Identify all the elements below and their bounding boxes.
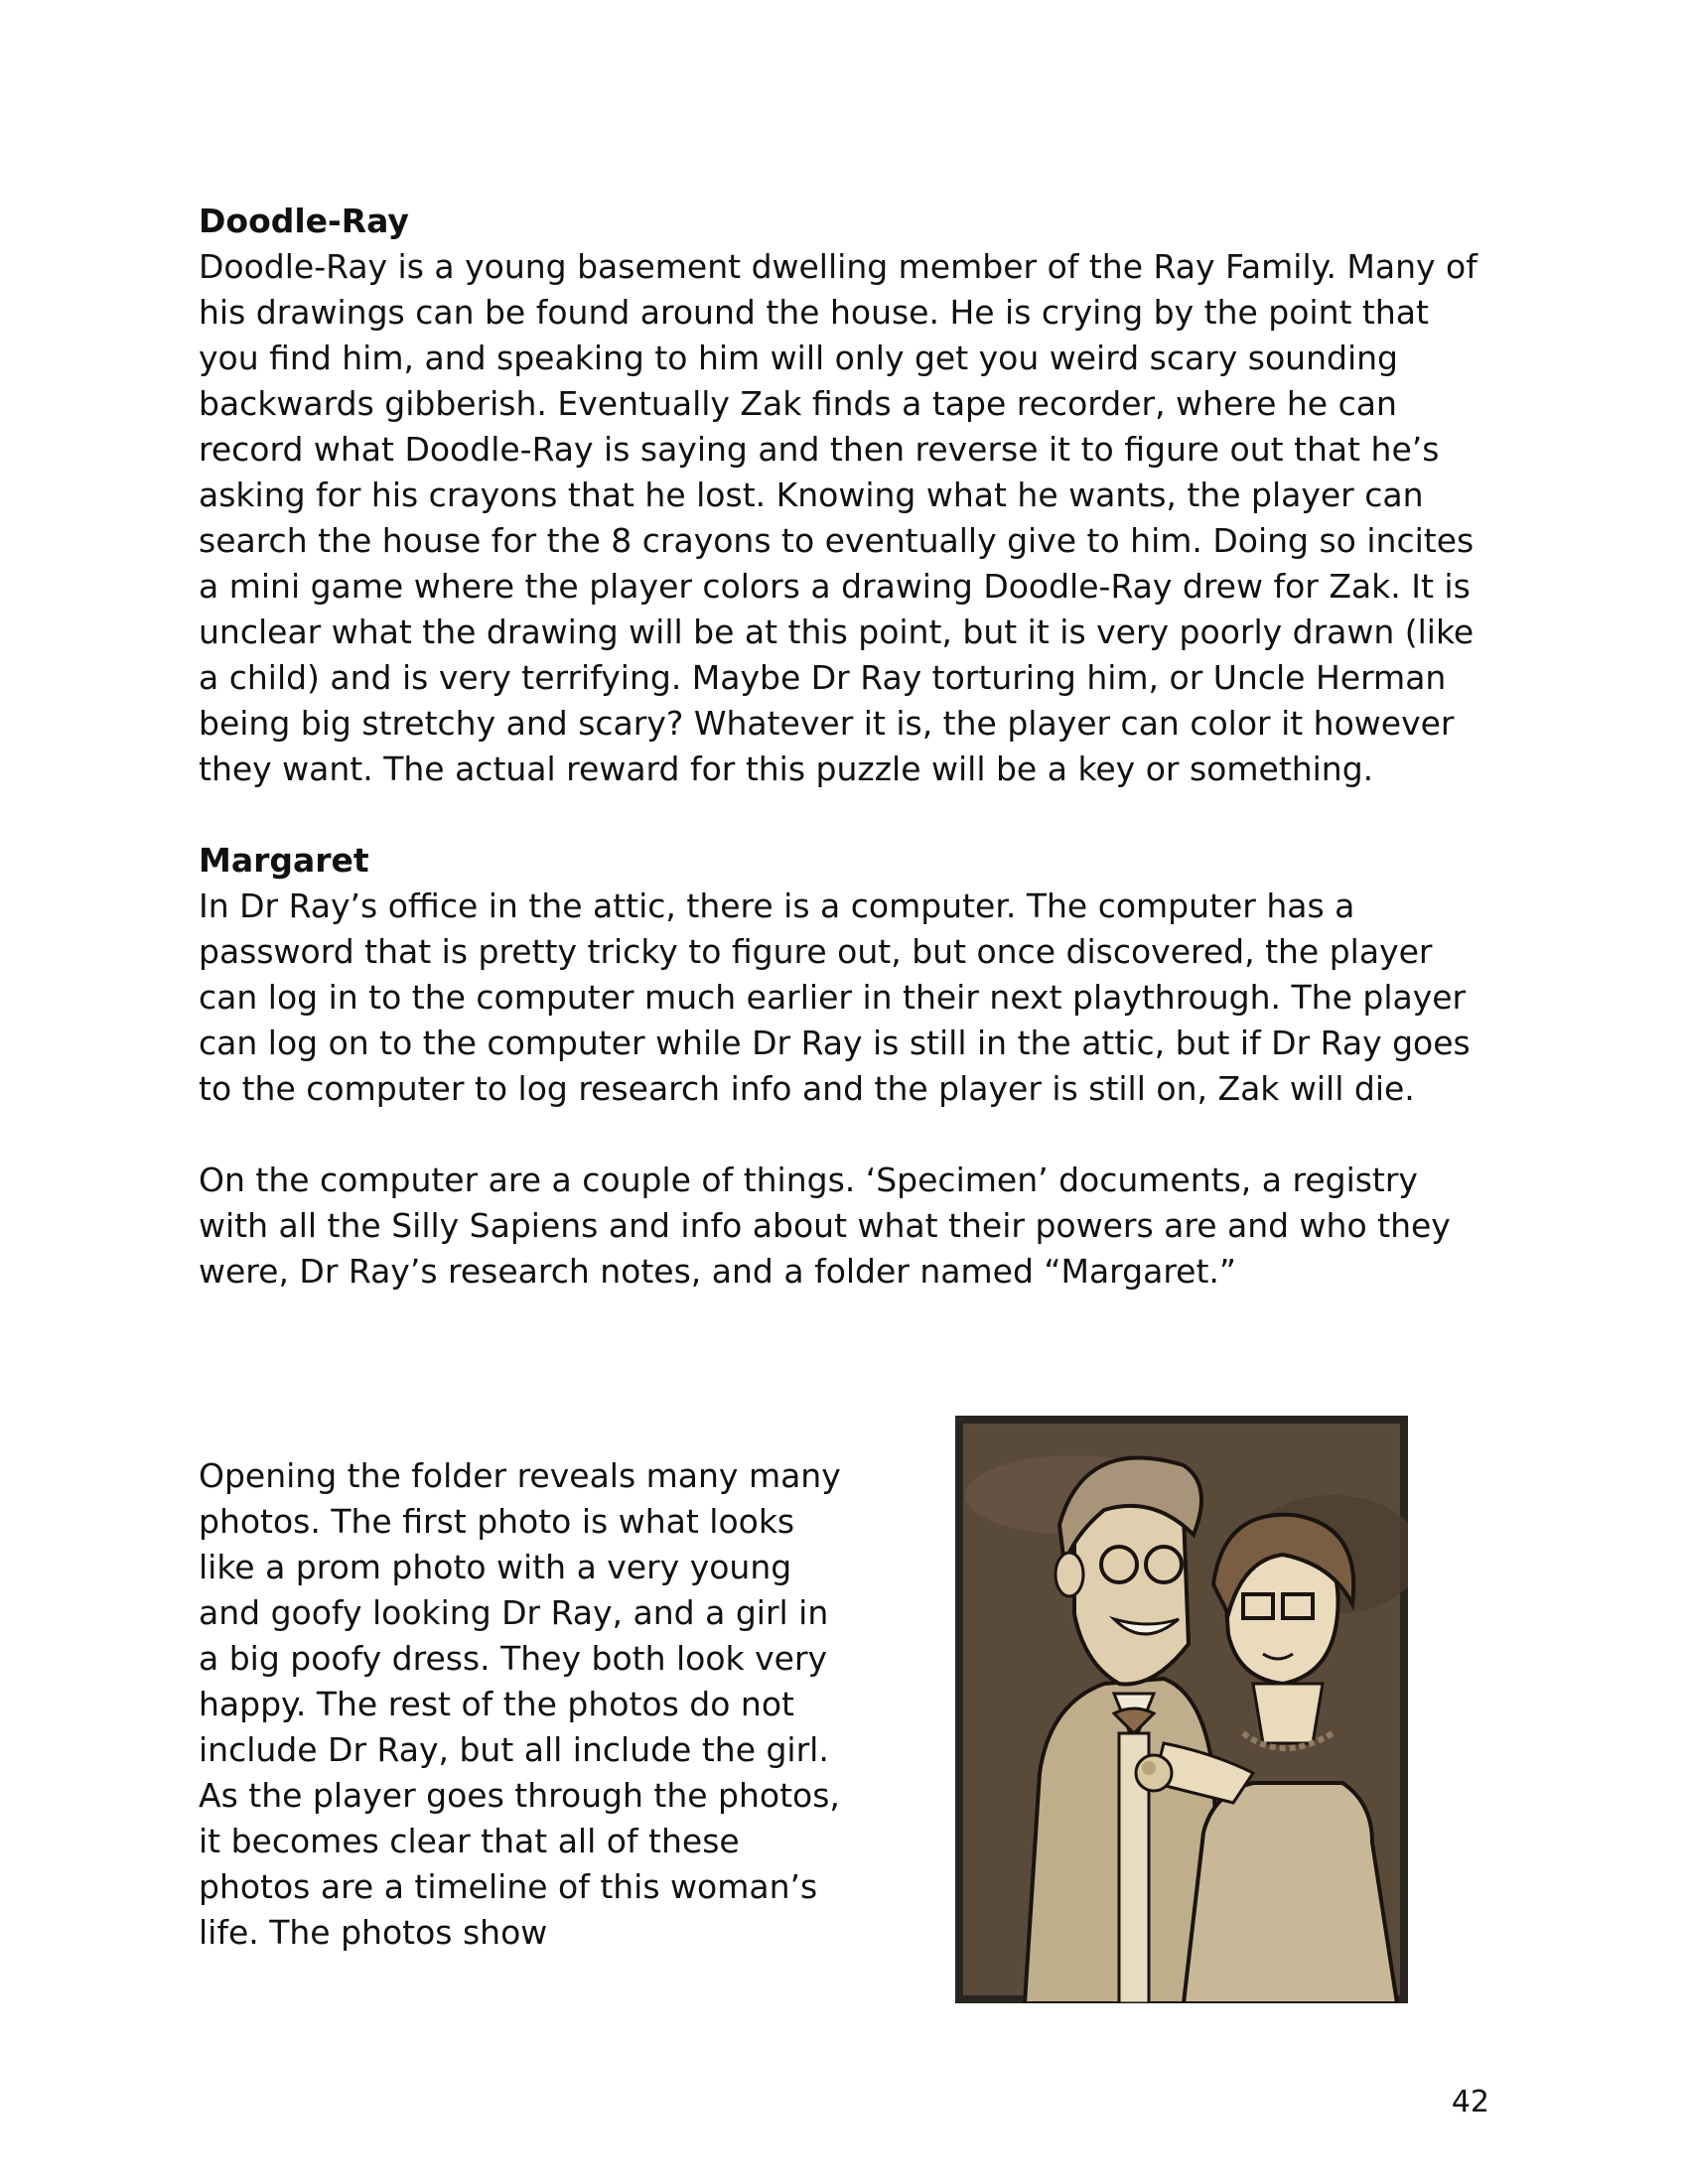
margaret-photo-text-column (199, 1453, 844, 1956)
corsage-icon (1136, 1755, 1172, 1791)
page-number: 42 (1451, 2085, 1489, 2119)
prom-photo-illustration (955, 1416, 1408, 2003)
section-heading-margaret: Margaret (199, 841, 369, 880)
page-body (199, 199, 1489, 1295)
doodle-ray-paragraph: Doodle-Ray is a young basement dwelling member of the Ray Family. Many of his drawings can be found around the house. He is crying by the point that you find him, and speaking to him will only get you weird scary sounding backwards gibberish. Eventually Zak finds a tape recorder, where he can record what Doodle-Ray is saying and then reverse it to figure out that he’s asking for his crayons that he lost. Knowing what he wants, the player can search the house for the 8 crayons to eventually give to him. Doing so incites a mini game where the player colors a drawing Doodle-Ray drew for Zak. It is unclear what the drawing will be at this point, but it is very poorly drawn (like a child) and is very terrifying. Maybe Dr Ray torturing him, or Uncle Herman being big stretchy and scary? Whatever it is, the player can color it however they want. The actual reward for this puzzle will be a key or something. (199, 247, 1477, 788)
section-heading-doodle-ray: Doodle-Ray (199, 202, 409, 240)
margaret-paragraph-2: On the computer are a couple of things. ‘Specimen’ documents, a registry with all the Silly Sapiens and info about what their powers are and who they were, Dr Ray’s research notes, and a folder named “Margaret.” (199, 1160, 1451, 1291)
margaret-paragraph-3: Opening the folder reveals many many photos. The first photo is what looks like a prom photo with a very young and goofy looking Dr Ray, and a girl in a big poofy dress. They both look very happy. The rest of the photos do not include Dr Ray, but all include the girl. As the player goes through the photos, it becomes clear that all of these photos are a timeline of this woman’s life. The photos show (199, 1456, 841, 1952)
margaret-paragraph-1: In Dr Ray’s office in the attic, there is a computer. The computer has a password that is pretty tricky to figure out, but once discovered, the player can log in to the computer much earlier in their next playthrough. The player can log on to the computer while Dr Ray is still in the attic, but if Dr Ray goes to the computer to log research info and the player is still on, Zak will die. (199, 887, 1471, 1108)
